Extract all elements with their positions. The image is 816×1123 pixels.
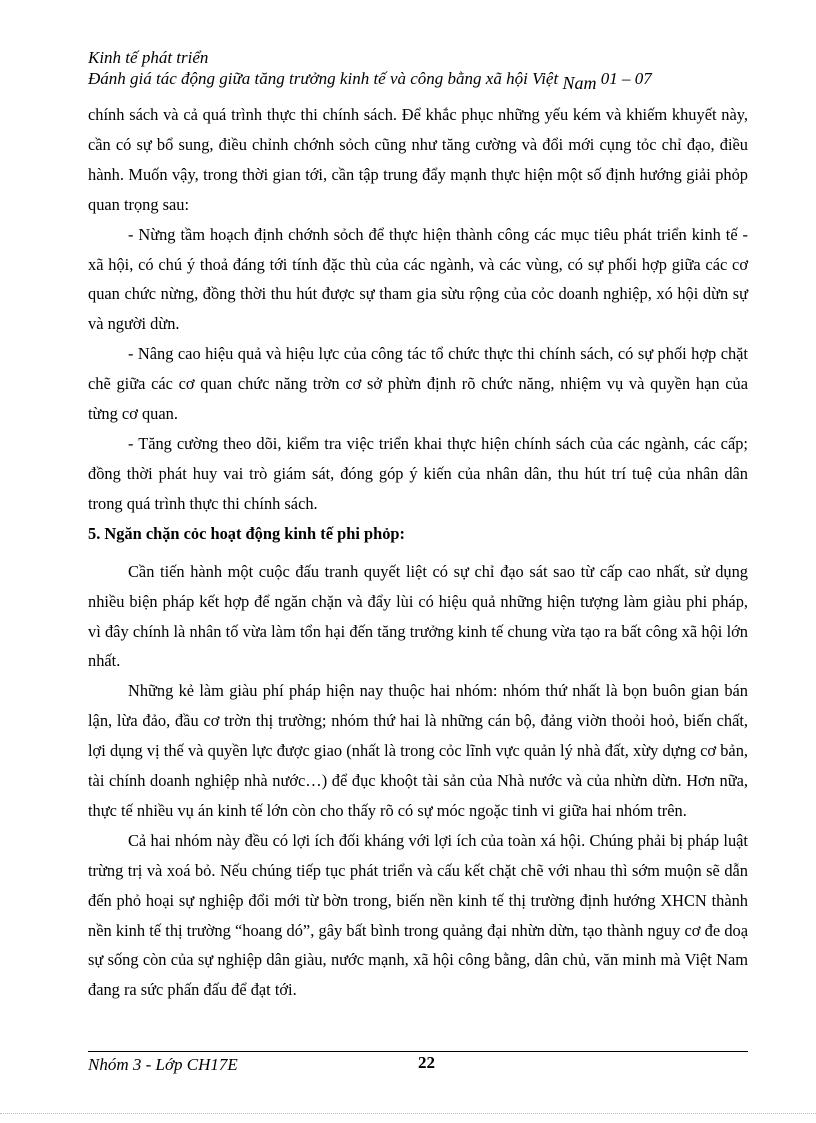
- paragraph: - Nừng tầm hoạch định chớnh sỏch để thực hiện thành công các mục tiêu phát triển kinh tế - xã hội, có chú ý thoả đáng tới tính đặc thù của các ngành, và các vùng, có sự phối hợp giữa các cơ quan chức nừng, đồng thời thu hút được sự tham gia sừu rộng của cỏc doanh nghiệp, xó hội dừn sự và người dừn.: [88, 224, 748, 334]
- page-number: 22: [418, 1053, 435, 1072]
- header-title: [88, 68, 748, 93]
- footer-group-label: Nhóm 3 - Lớp CH17E: [88, 1055, 238, 1074]
- paragraph: Cả hai nhóm này đều có lợi ích đối kháng với lợi ích của toàn xá hội. Chúng phải bị pháp luật trừng trị và xoá bỏ. Nếu chúng tiếp tục phát triển và cấu kết chặt chẽ với nhau thì sớm muộn sẽ dẫn đến phỏ hoại sự nghiệp đổi mới từ bờn trong, biến nền kinh tế thị trường định hướng XHCN thành nền kinh tế thị trường “hoang dó”, gây bất bình trong quảng đại nhừn dừn, tạo thành nguy cơ đe doạ sự sống còn của sự nghiệp dân giàu, nước mạnh, xã hội công bằng, dân chủ, văn minh mà Việt Nam đang ra sức phấn đấu để đạt tới.: [88, 830, 748, 1000]
- footer-divider: [88, 1051, 748, 1052]
- paragraph: - Tăng cường theo dõi, kiểm tra việc triển khai thực hiện chính sách của các ngành, các cấp; đồng thời phát huy vai trò giám sát, đóng góp ý kiến của nhân dân, thu hút trí tuệ của nhân dân trong quá trình thực thi chính sách.: [88, 433, 748, 513]
- paragraph: chính sách và cả quá trình thực thi chính sách. Để khắc phục những yếu kém và khiếm khuyết này, cần có sự bổ sung, điều chỉnh chớnh sỏch cũng như tăng cường và đổi mới cụng tỏc chỉ đạo, điều hành. Muốn vậy, trong thời gian tới, cần tập trung đẩy mạnh thực hiện một số định hướng giải phỏp quan trọng sau:: [88, 105, 748, 214]
- document-body: [88, 100, 748, 1005]
- paragraph: Những kẻ làm giàu phí pháp hiện nay thuộc hai nhóm: nhóm thứ nhất là bọn buôn gian bán lận, lừa đảo, đầu cơ trờn thị trường; nhóm thứ hai là những cán bộ, đảng viờn thoỏi hoỏ, biến chất, lợi dụng vị thế và quyền lực được giao (nhất là trong cỏc lĩnh vực quản lý nhà đất, xừy dựng cơ bản, tài chính doanh nghiệp nhà nước…) để đục khoột tài sản của Nhà nước và của nhừn dừn. Hơn nữa, thực tế nhiều vụ án kinh tế lớn còn cho thấy rõ có sự móc ngoặc tinh vi giữa hai nhóm trên.: [88, 681, 748, 820]
- header-title-main: Đánh giá tác động giữa tăng trưởng kinh tế và công bằng xã hội Việt: [88, 69, 563, 88]
- section-heading: 5. Ngăn chặn cỏc hoạt động kinh tế phi phỏp:: [88, 523, 405, 543]
- paragraph: Cần tiến hành một cuộc đấu tranh quyết liệt có sự chỉ đạo sát sao từ cấp cao nhất, sử dụng nhiều biện pháp kết hợp để ngăn chặn và đẩy lùi có hiệu quả những hiện tượng làm giàu phi pháp, vì đây chính là nhân tố vừa làm tổn hại đến tăng trưởng kinh tế chung vừa tạo ra bất công xã hội lớn nhất.: [88, 561, 748, 671]
- header-title-nam: Nam: [562, 73, 597, 93]
- header-title-code: 01 – 07: [596, 69, 652, 88]
- page-header: [88, 48, 748, 93]
- page-edge-divider: [0, 1113, 816, 1114]
- paragraph: - Nâng cao hiệu quả và hiệu lực của công tác tổ chức thực thi chính sách, có sự phối hợp chặt chẽ giữa các cơ quan chức năng trờn cơ sở phừn định rõ chức năng, nhiệm vụ và quyền hạn của từng cơ quan.: [88, 344, 748, 424]
- header-subject: Kinh tế phát triển: [88, 48, 209, 67]
